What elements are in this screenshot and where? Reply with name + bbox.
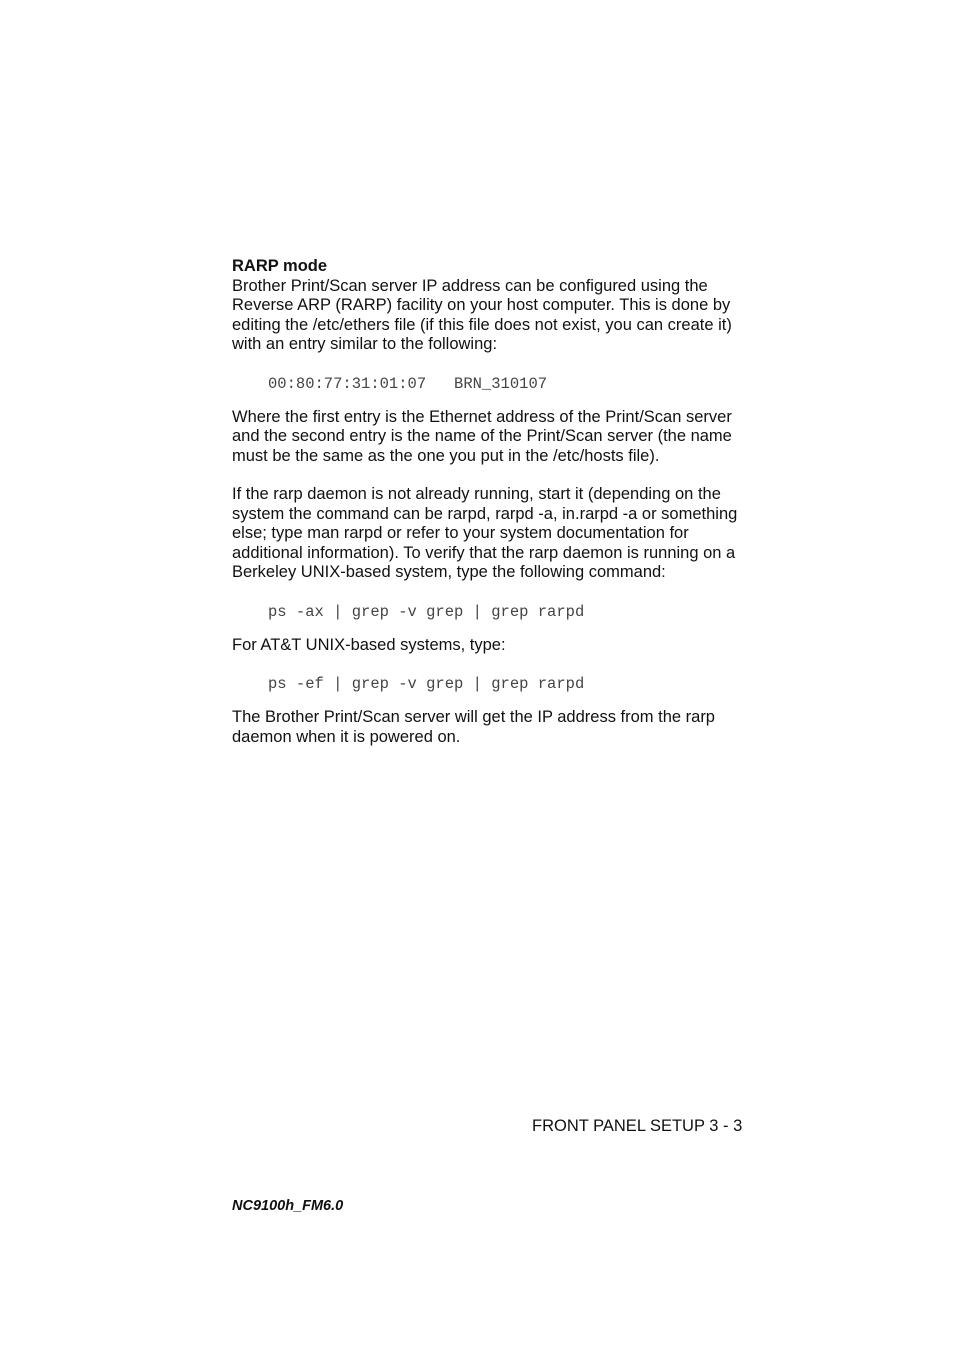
- document-body: [232, 257, 762, 747]
- section-heading: RARP mode: [232, 257, 328, 275]
- entry-explanation-paragraph: Where the first entry is the Ethernet address of the Print/Scan server and the second entry is the name of the Print/Scan server (the name must be the same as the one you put in the /etc/hosts file).: [232, 407, 732, 465]
- berkeley-command-code: ps -ax | grep -v grep | grep rarpd: [268, 602, 585, 621]
- closing-paragraph: The Brother Print/Scan server will get the IP address from the rarp daemon when it is powered on.: [232, 708, 715, 746]
- att-intro-paragraph: For AT&T UNIX-based systems, type:: [232, 635, 506, 654]
- document-id: NC9100h_FM6.0: [232, 1198, 344, 1214]
- att-command-code: ps -ef | grep -v grep | grep rarpd: [268, 675, 585, 693]
- page-footer-title: FRONT PANEL SETUP 3 - 3: [532, 1117, 743, 1135]
- daemon-instructions-paragraph: If the rarp daemon is not already running, start it (depending on the system the command can be rarpd, rarpd -a, in.rarpd -a or something else; type man rarpd or refer to your system documentation for additional information). To verify that the rarp daemon is running on a Berkeley UNIX-based system, type the following command:: [232, 485, 738, 581]
- ethers-entry-code: 00:80:77:31:01:07 BRN_310107: [268, 374, 548, 393]
- intro-paragraph: Brother Print/Scan server IP address can be configured using the Reverse ARP (RARP) facility on your host computer. This is done by editing the /etc/ethers file (if this file does not exist, you can create it) with an entry similar to the following:: [232, 276, 732, 353]
